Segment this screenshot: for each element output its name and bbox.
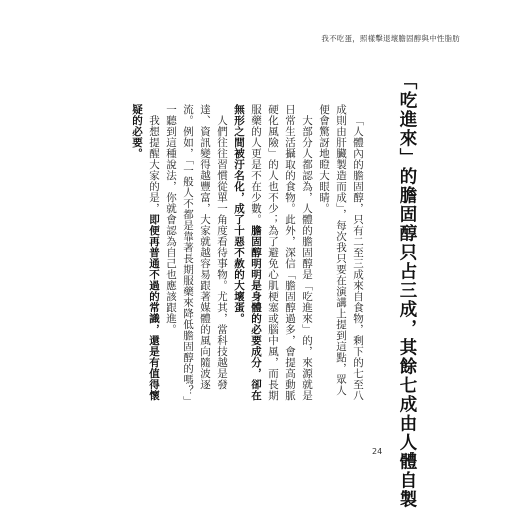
running-header: 我不吃蛋，照樣擊退壞膽固醇與中性脂肪 — [321, 34, 460, 43]
body-text — [128, 104, 366, 404]
paragraph-4-text: 我想提醒大家的是， — [148, 114, 160, 214]
paragraph-4 — [128, 104, 162, 404]
paragraph-2-bold: 膽固醇明明是身體的必要成分，卻在無形之間被汙名化，成了十惡不赦的大壞蛋。 — [233, 104, 262, 401]
section-title: 「吃進來」的膽固醇只占三成，其餘七成由人體自製 — [397, 72, 417, 509]
paragraph-3: 人們往往習慣從單一角度看待事物。尤其，當科技越是發達、資訊變得越豐富，大家就越容易跟著媒體的風向隨波逐流。例如，「一般人不都是靠著長期服藥來降低膽固醇的嗎？」一聽到這種說法，你就會認為自己也應該跟進。 — [165, 104, 228, 402]
page-number: 24 — [372, 447, 383, 456]
paragraph-2 — [230, 104, 315, 404]
paragraph-2-text: 大部分人都認為，人體的膽固醇是「吃進來」的，來源就是日常生活攝取的食物。此外，深信「膽固醇過多，會提高動脈硬化風險」的人也不少；為了避免心肌梗塞或腦中風，而長期服藥的人更是不在少數。 — [250, 104, 313, 401]
paragraph-1: 「人體內的膽固醇，只有二至三成來自食物，剩下的七至八成則由肝臟製造而成」，每次我只要在演講上提到這點，眾人便會驚訝地瞪大眼睛。 — [318, 104, 364, 401]
paragraph-4-bold: 即便再普通不過的常識，還是有值得懷疑的必要。 — [131, 104, 160, 401]
